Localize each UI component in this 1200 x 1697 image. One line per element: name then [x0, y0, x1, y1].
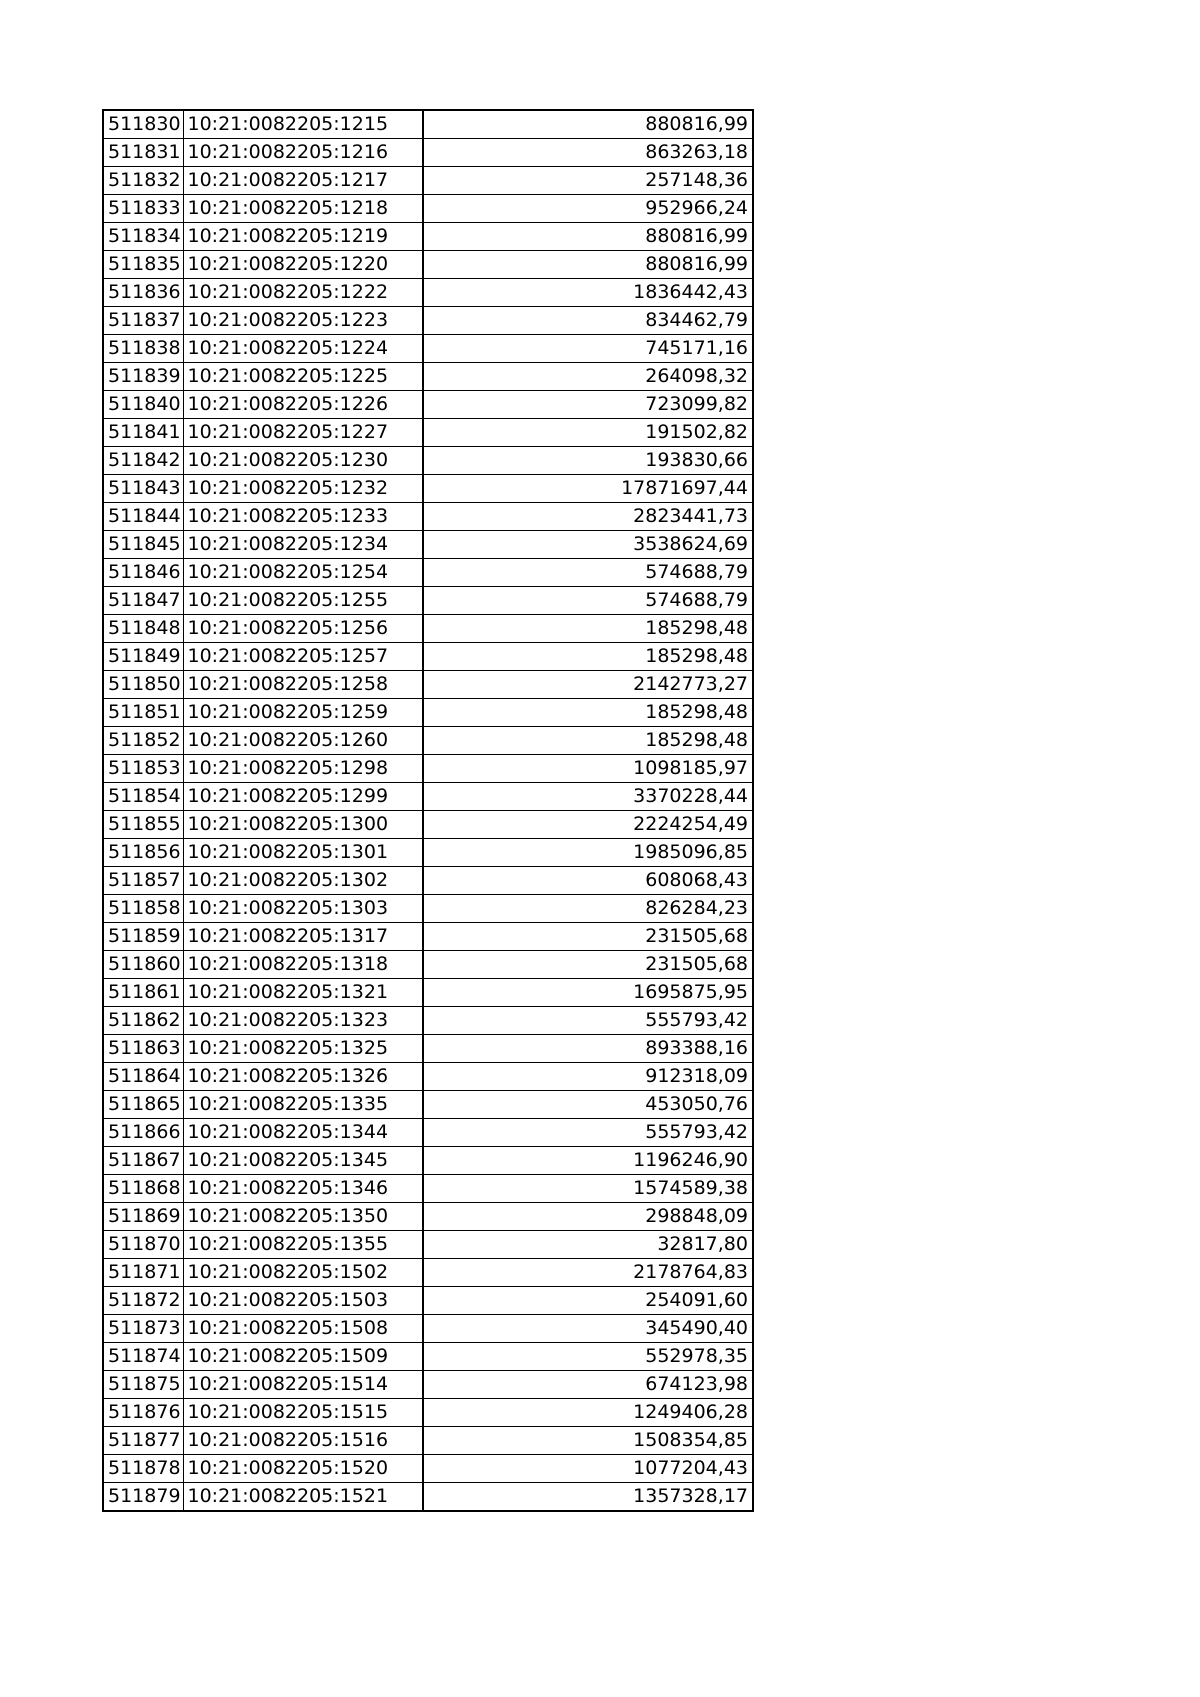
row-id-cell: 511855 — [103, 811, 183, 839]
amount-cell: 574688,79 — [423, 559, 753, 587]
amount-cell: 952966,24 — [423, 195, 753, 223]
table-body — [103, 110, 753, 1511]
table-row — [103, 1091, 753, 1119]
table-row — [103, 447, 753, 475]
cadastral-number-cell: 10:21:0082205:1225 — [183, 363, 423, 391]
table-row — [103, 559, 753, 587]
amount-cell: 453050,76 — [423, 1091, 753, 1119]
table-row — [103, 1203, 753, 1231]
cadastral-number-cell: 10:21:0082205:1303 — [183, 895, 423, 923]
amount-cell: 2823441,73 — [423, 503, 753, 531]
amount-cell: 1196246,90 — [423, 1147, 753, 1175]
table-row — [103, 475, 753, 503]
row-id-cell: 511857 — [103, 867, 183, 895]
cadastral-number-cell: 10:21:0082205:1257 — [183, 643, 423, 671]
amount-cell: 3370228,44 — [423, 783, 753, 811]
row-id-cell: 511870 — [103, 1231, 183, 1259]
amount-cell: 2178764,83 — [423, 1259, 753, 1287]
cadastral-number-cell: 10:21:0082205:1233 — [183, 503, 423, 531]
amount-cell: 1508354,85 — [423, 1427, 753, 1455]
amount-cell: 191502,82 — [423, 419, 753, 447]
cadastral-number-cell: 10:21:0082205:1218 — [183, 195, 423, 223]
table-row — [103, 951, 753, 979]
table-row — [103, 1063, 753, 1091]
row-id-cell: 511832 — [103, 167, 183, 195]
row-id-cell: 511841 — [103, 419, 183, 447]
amount-cell: 345490,40 — [423, 1315, 753, 1343]
row-id-cell: 511836 — [103, 279, 183, 307]
amount-cell: 912318,09 — [423, 1063, 753, 1091]
amount-cell: 723099,82 — [423, 391, 753, 419]
row-id-cell: 511860 — [103, 951, 183, 979]
table-row — [103, 195, 753, 223]
row-id-cell: 511863 — [103, 1035, 183, 1063]
amount-cell: 264098,32 — [423, 363, 753, 391]
amount-cell: 185298,48 — [423, 615, 753, 643]
cadastral-number-cell: 10:21:0082205:1216 — [183, 139, 423, 167]
amount-cell: 254091,60 — [423, 1287, 753, 1315]
amount-cell: 298848,09 — [423, 1203, 753, 1231]
row-id-cell: 511846 — [103, 559, 183, 587]
table-row — [103, 419, 753, 447]
cadastral-number-cell: 10:21:0082205:1514 — [183, 1371, 423, 1399]
table-row — [103, 1035, 753, 1063]
cadastral-number-cell: 10:21:0082205:1224 — [183, 335, 423, 363]
table-row — [103, 167, 753, 195]
table-row — [103, 110, 753, 139]
cadastral-number-cell: 10:21:0082205:1520 — [183, 1455, 423, 1483]
row-id-cell: 511876 — [103, 1399, 183, 1427]
amount-cell: 863263,18 — [423, 139, 753, 167]
table-row — [103, 1287, 753, 1315]
row-id-cell: 511849 — [103, 643, 183, 671]
table-row — [103, 1175, 753, 1203]
cadastral-number-cell: 10:21:0082205:1515 — [183, 1399, 423, 1427]
table-row — [103, 1231, 753, 1259]
cadastral-number-cell: 10:21:0082205:1301 — [183, 839, 423, 867]
cadastral-number-cell: 10:21:0082205:1355 — [183, 1231, 423, 1259]
row-id-cell: 511879 — [103, 1483, 183, 1512]
table-row — [103, 839, 753, 867]
cadastral-number-cell: 10:21:0082205:1321 — [183, 979, 423, 1007]
table-row — [103, 223, 753, 251]
cadastral-number-cell: 10:21:0082205:1260 — [183, 727, 423, 755]
row-id-cell: 511862 — [103, 1007, 183, 1035]
row-id-cell: 511871 — [103, 1259, 183, 1287]
data-table — [102, 109, 754, 1512]
row-id-cell: 511843 — [103, 475, 183, 503]
table-row — [103, 363, 753, 391]
table-row — [103, 1315, 753, 1343]
row-id-cell: 511851 — [103, 699, 183, 727]
amount-cell: 552978,35 — [423, 1343, 753, 1371]
amount-cell: 834462,79 — [423, 307, 753, 335]
table-row — [103, 727, 753, 755]
row-id-cell: 511853 — [103, 755, 183, 783]
cadastral-number-cell: 10:21:0082205:1230 — [183, 447, 423, 475]
table-row — [103, 1371, 753, 1399]
cadastral-number-cell: 10:21:0082205:1234 — [183, 531, 423, 559]
row-id-cell: 511848 — [103, 615, 183, 643]
table-row — [103, 307, 753, 335]
table-row — [103, 923, 753, 951]
table-row — [103, 979, 753, 1007]
cadastral-number-cell: 10:21:0082205:1345 — [183, 1147, 423, 1175]
table-row — [103, 811, 753, 839]
row-id-cell: 511844 — [103, 503, 183, 531]
amount-cell: 185298,48 — [423, 643, 753, 671]
amount-cell: 231505,68 — [423, 923, 753, 951]
row-id-cell: 511873 — [103, 1315, 183, 1343]
row-id-cell: 511861 — [103, 979, 183, 1007]
amount-cell: 3538624,69 — [423, 531, 753, 559]
cadastral-number-cell: 10:21:0082205:1509 — [183, 1343, 423, 1371]
row-id-cell: 511869 — [103, 1203, 183, 1231]
row-id-cell: 511833 — [103, 195, 183, 223]
cadastral-number-cell: 10:21:0082205:1298 — [183, 755, 423, 783]
row-id-cell: 511878 — [103, 1455, 183, 1483]
row-id-cell: 511852 — [103, 727, 183, 755]
table-row — [103, 643, 753, 671]
row-id-cell: 511856 — [103, 839, 183, 867]
amount-cell: 880816,99 — [423, 251, 753, 279]
amount-cell: 193830,66 — [423, 447, 753, 475]
table-row — [103, 279, 753, 307]
table-row — [103, 1007, 753, 1035]
row-id-cell: 511842 — [103, 447, 183, 475]
cadastral-number-cell: 10:21:0082205:1220 — [183, 251, 423, 279]
amount-cell: 674123,98 — [423, 1371, 753, 1399]
cadastral-number-cell: 10:21:0082205:1217 — [183, 167, 423, 195]
cadastral-number-cell: 10:21:0082205:1508 — [183, 1315, 423, 1343]
amount-cell: 17871697,44 — [423, 475, 753, 503]
row-id-cell: 511835 — [103, 251, 183, 279]
cadastral-number-cell: 10:21:0082205:1254 — [183, 559, 423, 587]
amount-cell: 1695875,95 — [423, 979, 753, 1007]
amount-cell: 2142773,27 — [423, 671, 753, 699]
row-id-cell: 511875 — [103, 1371, 183, 1399]
amount-cell: 1098185,97 — [423, 755, 753, 783]
cadastral-number-cell: 10:21:0082205:1317 — [183, 923, 423, 951]
cadastral-number-cell: 10:21:0082205:1259 — [183, 699, 423, 727]
cadastral-number-cell: 10:21:0082205:1223 — [183, 307, 423, 335]
row-id-cell: 511865 — [103, 1091, 183, 1119]
amount-cell: 1574589,38 — [423, 1175, 753, 1203]
row-id-cell: 511868 — [103, 1175, 183, 1203]
row-id-cell: 511866 — [103, 1119, 183, 1147]
table-row — [103, 1343, 753, 1371]
amount-cell: 1985096,85 — [423, 839, 753, 867]
cadastral-number-cell: 10:21:0082205:1219 — [183, 223, 423, 251]
amount-cell: 826284,23 — [423, 895, 753, 923]
cadastral-number-cell: 10:21:0082205:1502 — [183, 1259, 423, 1287]
amount-cell: 555793,42 — [423, 1007, 753, 1035]
amount-cell: 608068,43 — [423, 867, 753, 895]
cadastral-number-cell: 10:21:0082205:1350 — [183, 1203, 423, 1231]
table-row — [103, 251, 753, 279]
table-row — [103, 671, 753, 699]
table-row — [103, 755, 753, 783]
amount-cell: 257148,36 — [423, 167, 753, 195]
cadastral-number-cell: 10:21:0082205:1222 — [183, 279, 423, 307]
amount-cell: 893388,16 — [423, 1035, 753, 1063]
row-id-cell: 511831 — [103, 139, 183, 167]
table-row — [103, 1427, 753, 1455]
cadastral-number-cell: 10:21:0082205:1503 — [183, 1287, 423, 1315]
cadastral-number-cell: 10:21:0082205:1344 — [183, 1119, 423, 1147]
table-row — [103, 531, 753, 559]
table-row — [103, 867, 753, 895]
cadastral-number-cell: 10:21:0082205:1516 — [183, 1427, 423, 1455]
amount-cell: 1249406,28 — [423, 1399, 753, 1427]
cadastral-number-cell: 10:21:0082205:1227 — [183, 419, 423, 447]
table-row — [103, 615, 753, 643]
cadastral-number-cell: 10:21:0082205:1299 — [183, 783, 423, 811]
amount-cell: 1836442,43 — [423, 279, 753, 307]
table-row — [103, 783, 753, 811]
amount-cell: 880816,99 — [423, 110, 753, 139]
row-id-cell: 511864 — [103, 1063, 183, 1091]
amount-cell: 555793,42 — [423, 1119, 753, 1147]
amount-cell: 231505,68 — [423, 951, 753, 979]
row-id-cell: 511854 — [103, 783, 183, 811]
row-id-cell: 511858 — [103, 895, 183, 923]
cadastral-number-cell: 10:21:0082205:1323 — [183, 1007, 423, 1035]
table-row — [103, 699, 753, 727]
row-id-cell: 511837 — [103, 307, 183, 335]
row-id-cell: 511839 — [103, 363, 183, 391]
table-row — [103, 1483, 753, 1512]
table-row — [103, 139, 753, 167]
table-row — [103, 1259, 753, 1287]
amount-cell: 2224254,49 — [423, 811, 753, 839]
amount-cell: 1077204,43 — [423, 1455, 753, 1483]
table-row — [103, 895, 753, 923]
cadastral-number-cell: 10:21:0082205:1300 — [183, 811, 423, 839]
row-id-cell: 511830 — [103, 110, 183, 139]
cadastral-number-cell: 10:21:0082205:1256 — [183, 615, 423, 643]
amount-cell: 574688,79 — [423, 587, 753, 615]
cadastral-number-cell: 10:21:0082205:1326 — [183, 1063, 423, 1091]
amount-cell: 32817,80 — [423, 1231, 753, 1259]
amount-cell: 745171,16 — [423, 335, 753, 363]
row-id-cell: 511877 — [103, 1427, 183, 1455]
row-id-cell: 511850 — [103, 671, 183, 699]
row-id-cell: 511859 — [103, 923, 183, 951]
cadastral-number-cell: 10:21:0082205:1335 — [183, 1091, 423, 1119]
cadastral-number-cell: 10:21:0082205:1232 — [183, 475, 423, 503]
row-id-cell: 511838 — [103, 335, 183, 363]
cadastral-number-cell: 10:21:0082205:1346 — [183, 1175, 423, 1203]
row-id-cell: 511874 — [103, 1343, 183, 1371]
row-id-cell: 511845 — [103, 531, 183, 559]
row-id-cell: 511840 — [103, 391, 183, 419]
table-row — [103, 1399, 753, 1427]
amount-cell: 185298,48 — [423, 727, 753, 755]
table-row — [103, 335, 753, 363]
amount-cell: 185298,48 — [423, 699, 753, 727]
row-id-cell: 511867 — [103, 1147, 183, 1175]
table-row — [103, 391, 753, 419]
cadastral-number-cell: 10:21:0082205:1255 — [183, 587, 423, 615]
table-row — [103, 1455, 753, 1483]
cadastral-number-cell: 10:21:0082205:1226 — [183, 391, 423, 419]
amount-cell: 880816,99 — [423, 223, 753, 251]
table-row — [103, 587, 753, 615]
table-row — [103, 1119, 753, 1147]
cadastral-number-cell: 10:21:0082205:1325 — [183, 1035, 423, 1063]
row-id-cell: 511847 — [103, 587, 183, 615]
cadastral-number-cell: 10:21:0082205:1258 — [183, 671, 423, 699]
row-id-cell: 511872 — [103, 1287, 183, 1315]
amount-cell: 1357328,17 — [423, 1483, 753, 1512]
row-id-cell: 511834 — [103, 223, 183, 251]
cadastral-number-cell: 10:21:0082205:1521 — [183, 1483, 423, 1512]
table-row — [103, 1147, 753, 1175]
cadastral-number-cell: 10:21:0082205:1302 — [183, 867, 423, 895]
cadastral-number-cell: 10:21:0082205:1215 — [183, 110, 423, 139]
table-row — [103, 503, 753, 531]
cadastral-number-cell: 10:21:0082205:1318 — [183, 951, 423, 979]
